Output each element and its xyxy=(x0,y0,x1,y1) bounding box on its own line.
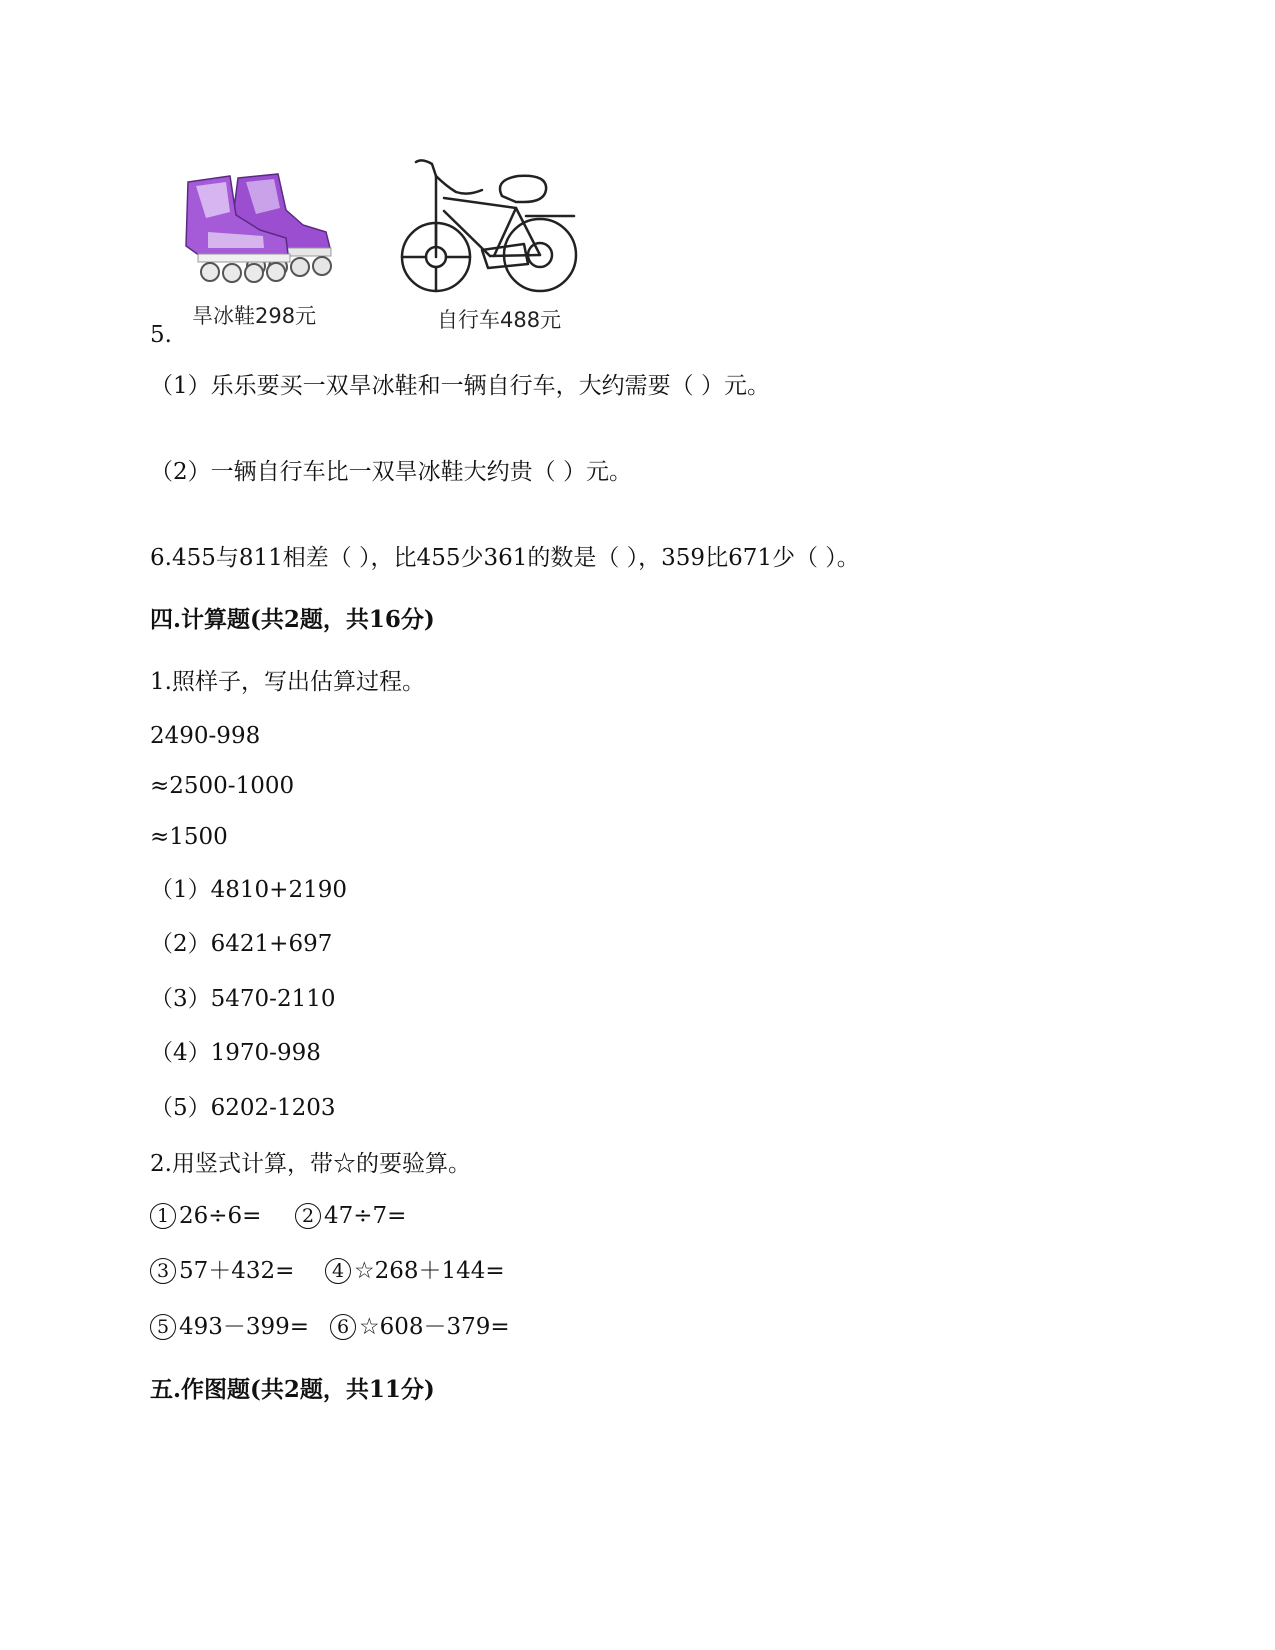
vertical-calc-item-5 xyxy=(150,1312,309,1342)
circled-number: 5 xyxy=(150,1314,176,1340)
calc-question-2-prompt: 2.用竖式计算，带☆的要验算。 xyxy=(150,1151,471,1177)
example-line-3: ≈1500 xyxy=(150,824,228,850)
question-5-number: 5. xyxy=(150,322,172,348)
skates-caption: 旱冰鞋298元 xyxy=(192,304,317,328)
bicycle-image xyxy=(398,156,583,296)
estimate-item-5: （5）6202-1203 xyxy=(150,1095,336,1121)
section-5-title: 五.作图题(共2题，共11分) xyxy=(150,1376,435,1403)
question-5-part-1: （1）乐乐要买一双旱冰鞋和一辆自行车，大约需要（ ）元。 xyxy=(150,373,770,399)
circled-number: 2 xyxy=(295,1203,321,1229)
vertical-calc-item-3 xyxy=(150,1256,294,1286)
example-line-2: ≈2500-1000 xyxy=(150,773,295,799)
estimate-item-4: （4）1970-998 xyxy=(150,1040,321,1066)
circled-number: 4 xyxy=(325,1258,351,1284)
question-5-part-2: （2）一辆自行车比一双旱冰鞋大约贵（ ）元。 xyxy=(150,459,632,485)
calc-question-1-prompt: 1.照样子，写出估算过程。 xyxy=(150,669,425,695)
estimate-item-3: （3）5470-2110 xyxy=(150,986,336,1012)
estimate-item-2: （2）6421+697 xyxy=(150,931,333,957)
vertical-calc-item-4 xyxy=(325,1256,505,1286)
skates-image xyxy=(168,170,343,290)
example-line-1: 2490-998 xyxy=(150,723,261,749)
circled-number: 6 xyxy=(330,1314,356,1340)
calc-expression: 26÷6= xyxy=(179,1203,262,1229)
calc-expression: 47÷7= xyxy=(324,1203,407,1229)
question-6: 6.455与811相差（ ），比455少361的数是（ ），359比671少（ ）。 xyxy=(150,545,860,571)
estimate-item-1: （1）4810+2190 xyxy=(150,877,347,903)
circled-number: 1 xyxy=(150,1203,176,1229)
vertical-calc-item-1 xyxy=(150,1201,261,1231)
calc-expression: ☆608－379= xyxy=(359,1314,510,1340)
section-4-title: 四.计算题(共2题，共16分) xyxy=(150,606,435,633)
vertical-calc-item-2 xyxy=(295,1201,406,1231)
circled-number: 3 xyxy=(150,1258,176,1284)
bicycle-caption: 自行车488元 xyxy=(437,308,562,332)
calc-expression: ☆268＋144= xyxy=(354,1258,505,1284)
calc-expression: 57＋432= xyxy=(179,1258,295,1284)
vertical-calc-item-6 xyxy=(330,1312,510,1342)
calc-expression: 493－399= xyxy=(179,1314,310,1340)
